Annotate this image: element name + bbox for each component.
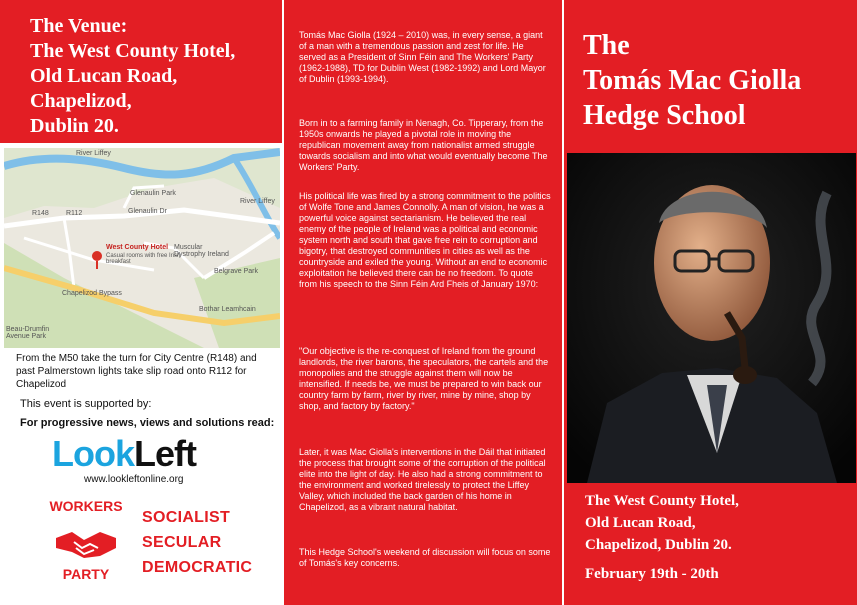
map-label: R148 (32, 210, 49, 217)
title-line: Tomás Mac Giolla (583, 65, 802, 96)
event-venue (585, 490, 739, 556)
bio-paragraph: This Hedge School's weekend of discussion will focus on some of Tomás's key concerns. (299, 547, 551, 568)
event-date: February 19th - 20th (585, 566, 719, 582)
map-label: River Liffey (240, 198, 275, 205)
fold-divider (562, 0, 564, 605)
workers-party-logo (40, 498, 132, 588)
lookleft-look: Look (52, 433, 134, 474)
map-label: Glenaulin Park (130, 190, 176, 197)
event-venue-line: Chapelizod, Dublin 20. (585, 537, 732, 553)
fold-divider (282, 0, 284, 605)
venue-heading: The Venue: (30, 15, 128, 37)
map-hotel-desc: Casual rooms with free Irish breakfast (106, 253, 181, 265)
slogan-line: DEMOCRATIC (142, 559, 253, 576)
venue-block (0, 0, 283, 143)
venue-line: Old Lucan Road, (30, 65, 178, 87)
bio-paragraph: His political life was fired by a strong commitment to the politics of Wolfe Tone and James Connolly. A man of vision, he was a powerful voice against sectarianism. He believed the real enemy of the people of Ireland was a political and economic system north and south that gave free rein to corruption and bigotry, that destroyed communities in cities as well as the countryside and exiled the young. Without an end to economic exploitation he believed there can be no freedom. To quote from his speech to the Sinn Féin Ard Fheis of January 1970: (299, 191, 551, 289)
map-label: R112 (66, 210, 83, 217)
handshake-icon (54, 518, 118, 566)
map-label: Muscular Dystrophy Ireland (174, 244, 229, 258)
progressive-text: For progressive news, views and solutions read: (20, 417, 275, 429)
support-text: This event is supported by: (20, 398, 152, 410)
portrait-photo (567, 153, 856, 483)
map-label: Glenaulin Dr (128, 208, 167, 215)
bio-paragraph: Born in to a farming family in Nenagh, Co. Tipperary, from the 1950s onwards he played a pivotal role in moving the republican movement away from nationalist armed struggle towards socialism and into what would eventually become The Workers' Party. (299, 118, 548, 172)
left-panel (0, 0, 283, 605)
workers-party-top: WORKERS (49, 498, 123, 514)
venue-line: The West County Hotel, (30, 40, 236, 62)
title-line: The (583, 30, 630, 61)
middle-panel (283, 0, 563, 605)
workers-party-bottom: PARTY (62, 566, 110, 582)
map-label: Bothar Leamhcain (199, 306, 256, 313)
lookleft-logo[interactable] (52, 432, 196, 476)
bio-paragraph: Later, it was Mac Giolla's interventions in the Dáil that initiated the process that brought some of the corruption of the political elite into the light of day. He also had a strong commitment to the environment and worked tirelessly to protect the Liffey Valley, which included the back garden of his home in Chapelizod, as a vibrant natural habitat. (299, 447, 546, 512)
slogan (142, 505, 252, 580)
lookleft-url[interactable]: www.lookleftonline.org (84, 474, 184, 485)
right-panel (563, 0, 857, 605)
lookleft-left: Left (134, 433, 196, 474)
event-venue-line: The West County Hotel, (585, 493, 739, 509)
portrait-image (567, 153, 856, 483)
event-venue-line: Old Lucan Road, (585, 515, 696, 531)
slogan-line: SOCIALIST (142, 509, 231, 526)
venue-line: Chapelizod, (30, 90, 132, 112)
map-label: Belgrave Park (214, 268, 258, 275)
venue-line: Dublin 20. (30, 115, 119, 137)
map-label: River Liffey (76, 150, 111, 157)
directions-text: From the M50 take the turn for City Centre (R148) and past Palmerstown lights take slip road onto R112 for Chapelizod (16, 353, 257, 390)
map-label: Beau-Drumfin Avenue Park (6, 326, 50, 340)
location-map[interactable] (4, 148, 280, 348)
bio-paragraph: Tomás Mac Giolla (1924 – 2010) was, in every sense, a giant of a man with a tremendous passion and zest for life. He served as a President of Sinn Féin and The Workers' Party (1962-1988), TD for Dublin West (1982-1992) and Lord Mayor of Dublin (1993-1994). (299, 30, 546, 84)
bio-quote: "Our objective is the re-conquest of Ireland from the ground landlords, the river barons, the speculators, the cartels and the monopolies and the struggle against them will now be intensified. If needs be, we must be prepared to win back our country farm by farm, river by river, mine by mine, shop by shop, and factory by factory." (299, 346, 549, 411)
map-label: Chapelizod Bypass (62, 290, 122, 297)
map-hotel-label: West County Hotel (106, 244, 169, 251)
slogan-line: SECULAR (142, 534, 222, 551)
title-line: Hedge School (583, 100, 746, 131)
page-title (583, 28, 801, 133)
